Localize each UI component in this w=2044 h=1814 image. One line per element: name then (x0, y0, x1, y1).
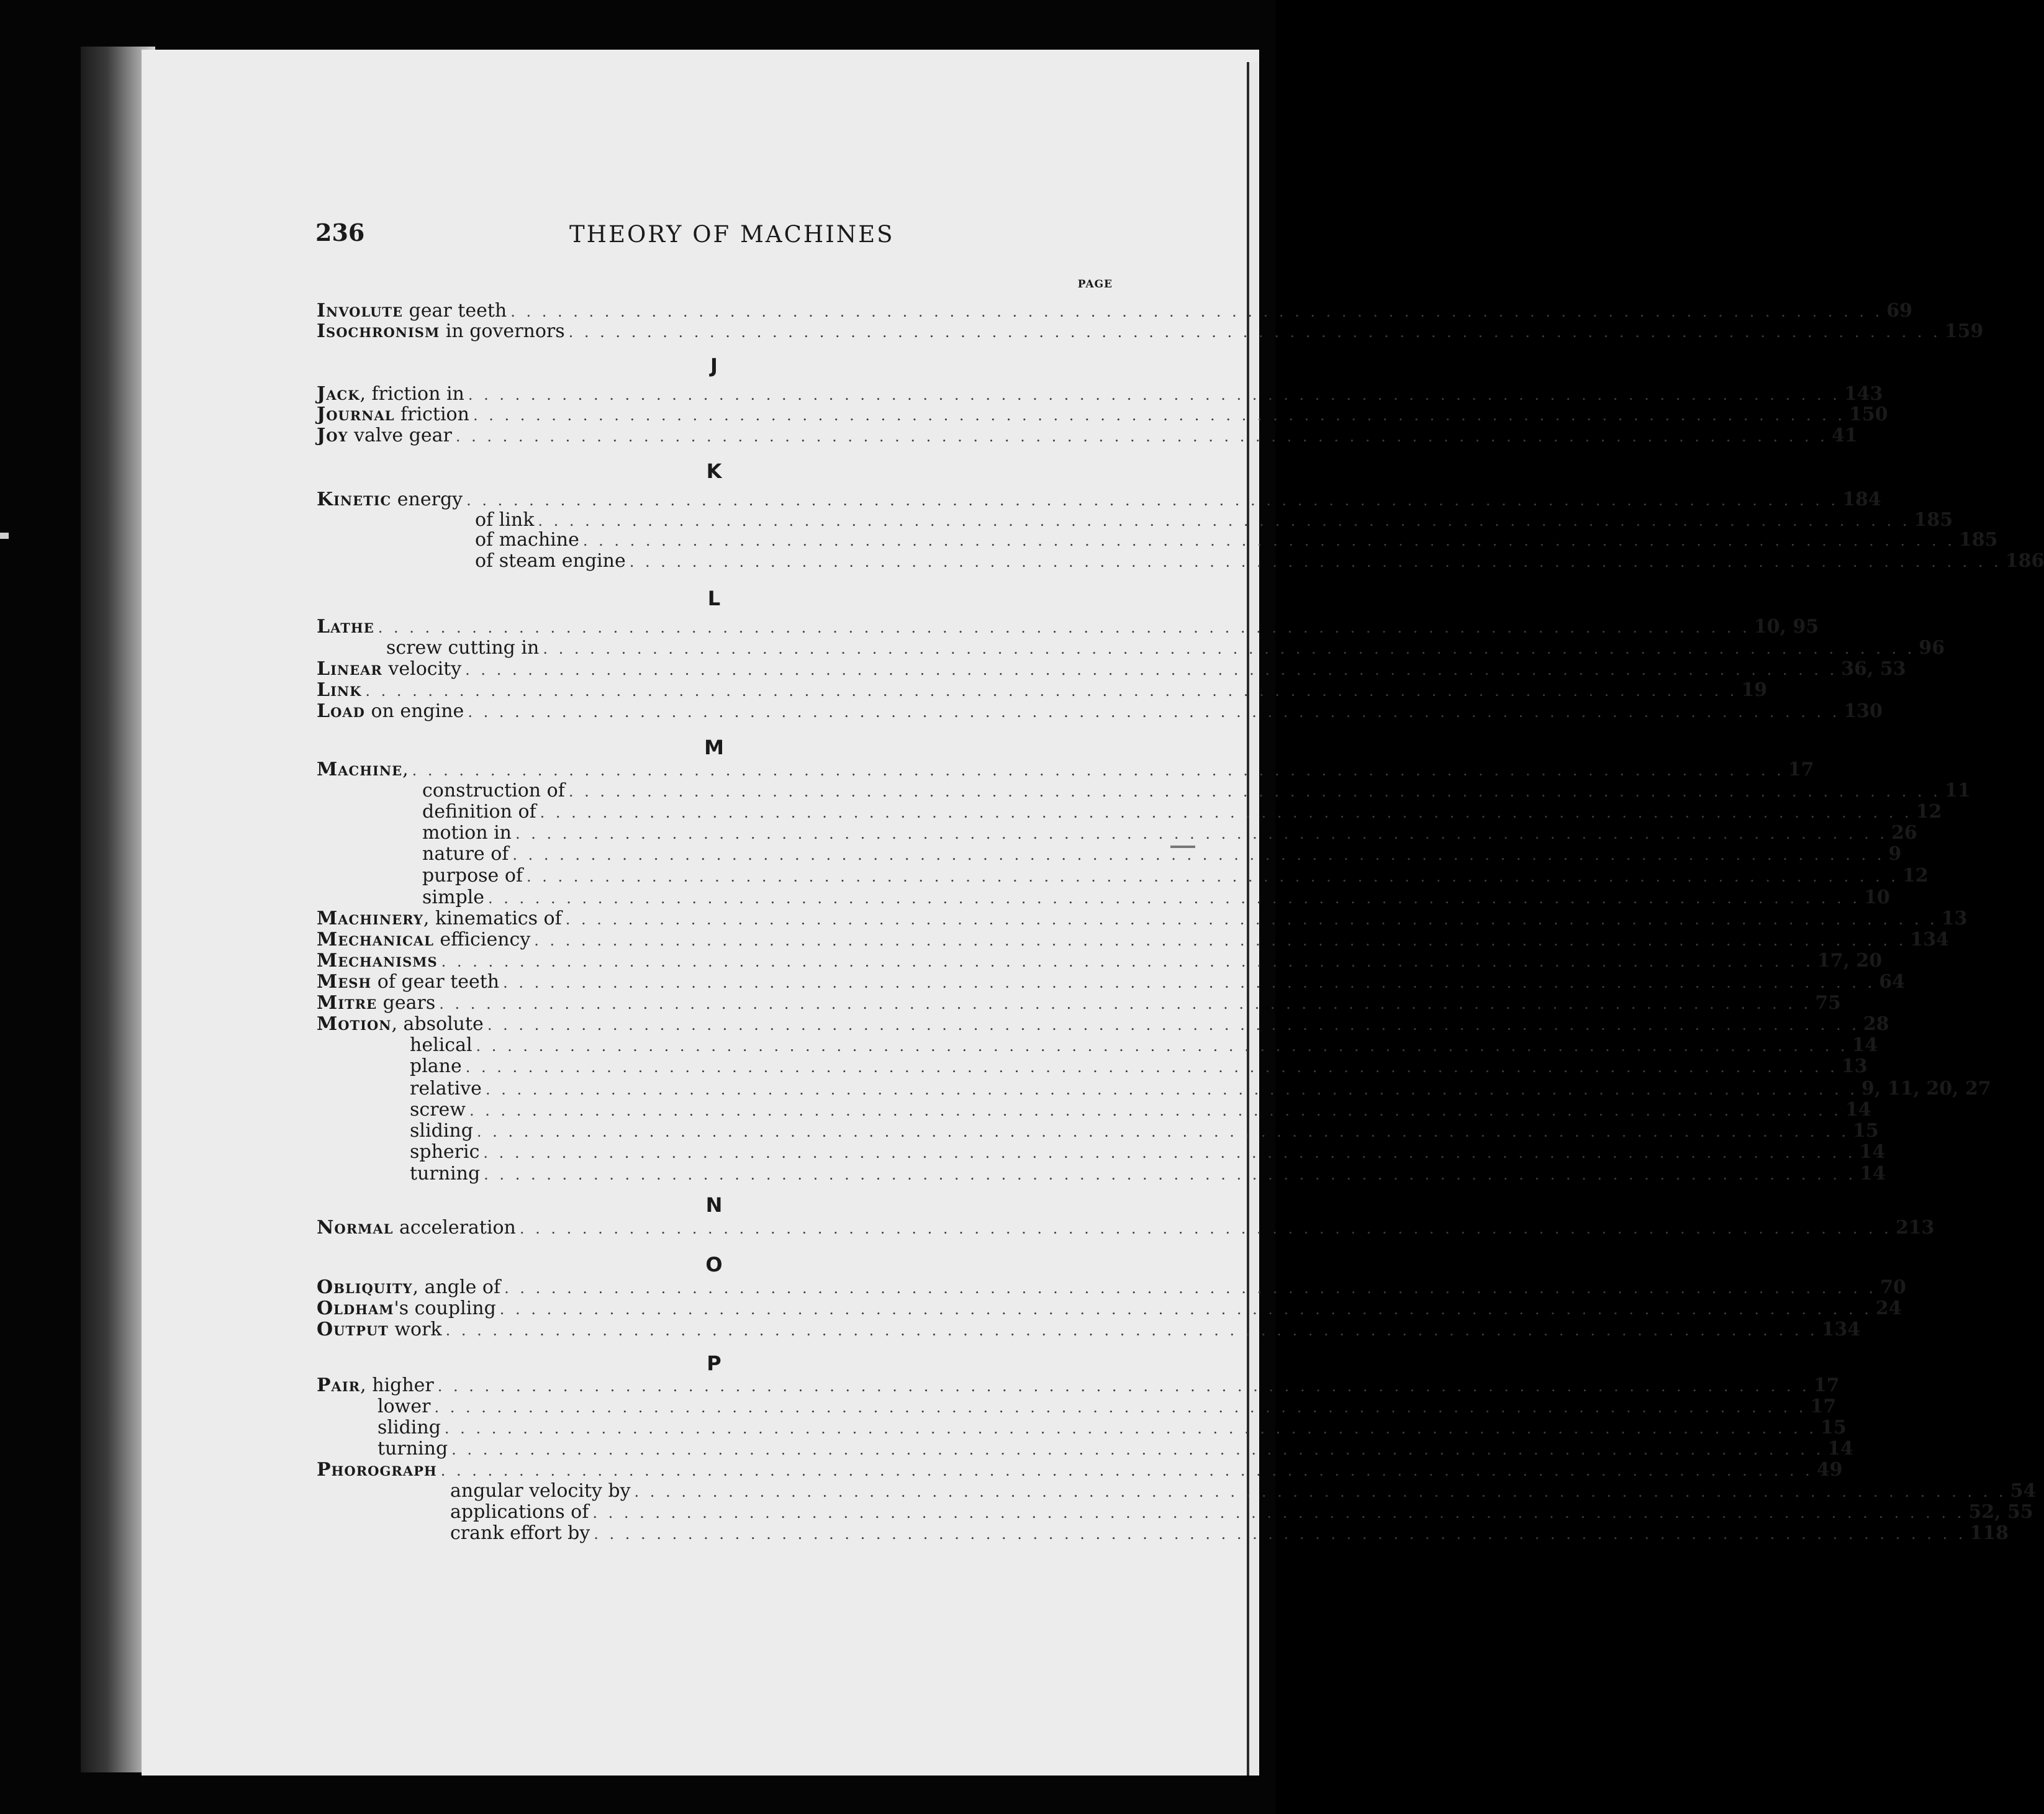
entry-text: lower (378, 1396, 431, 1417)
entry-lead-word: Output (317, 1319, 389, 1340)
entry-page-numbers: 10 (1864, 887, 1890, 908)
entry-page-numbers: 14 (1845, 1099, 1871, 1121)
running-head: THEORY OF MACHINES (569, 221, 895, 248)
entry-page-numbers: 130 (1843, 700, 1883, 722)
entry-term (386, 637, 539, 659)
dot-leader: . . . . . . . . . . . . . . . . . . . . . . . . . . . . . . . . . . . . . . . . . . . . . . . . . . . . . . . . . . . . . . . . . . . . . . . . . . . . . . . . . . . . . . . . (412, 762, 1784, 779)
entry-lead-word: Pair (317, 1374, 361, 1396)
entry-term (317, 489, 463, 510)
entry-page-numbers: 54 (2010, 1480, 2037, 1502)
index-entry (317, 971, 1905, 993)
dot-leader: . . . . . . . . . . . . . . . . . . . . . . . . . . . . . . . . . . . . . . . . . . . . . . . . . . . . . . . . . . . . . . . . . . . . . . . . . . . . . . . . . . . . . . . . (476, 1037, 1848, 1055)
index-entry (317, 1319, 1861, 1340)
entry-lead-word: Joy (317, 425, 348, 446)
index-letter-heading: L (707, 587, 721, 610)
entry-term (317, 950, 438, 972)
index-subentry (422, 780, 1971, 801)
dot-leader: . . . . . . . . . . . . . . . . . . . . . . . . . . . . . . . . . . . . . . . . . . . . . . . . . . . . . . . . . . . . . . . . . . . . . . . . . . . . . . . . . . . . . . . . (512, 846, 1885, 864)
index-letter-heading: K (706, 459, 722, 483)
entry-text: screw (410, 1099, 466, 1121)
entry-lead-word: Load (317, 700, 365, 722)
entry-page-numbers: 134 (1910, 929, 1949, 950)
entry-page-numbers: 14 (1852, 1034, 1878, 1056)
entry-text: spheric (410, 1141, 480, 1163)
entry-page-numbers: 185 (1958, 529, 1998, 551)
entry-text: relative (410, 1078, 482, 1099)
entry-page-numbers: 15 (1852, 1120, 1879, 1142)
entry-lead-word: Machine (317, 759, 403, 780)
entry-page-numbers: 14 (1859, 1141, 1886, 1163)
entry-term (317, 1319, 442, 1340)
index-entry (317, 992, 1842, 1014)
entry-text: motion in (422, 822, 512, 844)
index-entry (317, 1276, 1906, 1298)
entry-text: angular velocity by (450, 1480, 631, 1502)
dot-leader: . . . . . . . . . . . . . . . . . . . . . . . . . . . . . . . . . . . . . . . . . . . . . . . . . . . . . . . . . . . . . . . . . . . . . . . . . . . . . . . . . . . . . . . . (485, 1081, 1858, 1098)
entry-lead-word: Isochronism (317, 320, 440, 342)
index-entry (317, 950, 1883, 972)
entry-text: efficiency (433, 929, 531, 950)
entry-page-numbers: 36, 53 (1841, 658, 1906, 680)
index-letter-heading: M (704, 736, 724, 759)
entry-page-numbers: 12 (1915, 801, 1942, 823)
entry-lead-word: Kinetic (317, 489, 392, 510)
index-entry (317, 1297, 1902, 1319)
index-subentry (475, 529, 1998, 551)
dot-leader: . . . . . . . . . . . . . . . . . . . . . . . . . . . . . . . . . . . . . . . . . . . . . . . . . . . . . . . . . . . . . . . . . . . . . . . . . . . . . . . . . . . . . . . . (487, 1016, 1860, 1034)
entry-lead-word: Normal (317, 1217, 394, 1239)
entry-lead-word: Mesh (317, 971, 372, 993)
entry-text: , absolute (391, 1013, 484, 1035)
index-subentry (410, 1163, 1886, 1185)
entry-term (410, 1055, 462, 1077)
entry-page-numbers: 213 (1895, 1217, 1935, 1239)
entry-term (410, 1034, 473, 1056)
scan-margin-mark (0, 533, 9, 539)
entry-term (317, 971, 499, 993)
entry-text: , angle of (412, 1276, 501, 1298)
entry-text: valve gear (348, 425, 452, 446)
index-entry (317, 658, 1906, 680)
page-number: 236 (315, 219, 365, 246)
index-subentry (410, 1034, 1878, 1056)
index-subentry (422, 843, 1902, 865)
entry-page-numbers: 17 (1810, 1396, 1837, 1417)
index-subentry (422, 887, 1890, 908)
entry-page-numbers: 17 (1813, 1374, 1840, 1396)
index-entry (317, 300, 1913, 322)
entry-lead-word: Link (317, 679, 362, 701)
index-entry (317, 700, 1883, 722)
entry-page-numbers: 11 (1944, 780, 1971, 801)
entry-term (317, 383, 464, 405)
entry-page-numbers: 9, 11, 20, 27 (1861, 1078, 1991, 1099)
dot-leader: . . . . . . . . . . . . . . . . . . . . . . . . . . . . . . . . . . . . . . . . . . . . . . . . . . . . . . . . . . . . . . . . . . . . . . . . . . . . . . . . . . . . . . . . (503, 974, 1876, 991)
page-column-label: PAGE (1077, 278, 1113, 291)
entry-lead-word: Oldham (317, 1297, 394, 1319)
dot-leader: . . . . . . . . . . . . . . . . . . . . . . . . . . . . . . . . . . . . . . . . . . . . . . . . . . . . . . . . . . . . . . . . . . . . . . . . . . . . . . . . . . . . . . . . (466, 492, 1839, 509)
dot-leader: . . . . . . . . . . . . . . . . . . . . . . . . . . . . . . . . . . . . . . . . . . . . . . . . . . . . . . . . . . . . . . . . . . . . . . . . . . . . . . . . . . . . . . . . (441, 953, 1814, 970)
entry-term (317, 1013, 484, 1035)
entry-text: , (402, 759, 409, 780)
dot-leader: . . . . . . . . . . . . . . . . . . . . . . . . . . . . . . . . . . . . . . . . . . . . . . . . . . . . . . . . . . . . . . . . . . . . . . . . . . . . . . . . . . . . . . . . (455, 428, 1828, 445)
dot-leader: . . . . . . . . . . . . . . . . . . . . . . . . . . . . . . . . . . . . . . . . . . . . . . . . . . . . . . . . . . . . . . . . . . . . . . . . . . . . . . . . . . . . . . . . (451, 1441, 1824, 1458)
dot-leader: . . . . . . . . . . . . . . . . . . . . . . . . . . . . . . . . . . . . . . . . . . . . . . . . . . . . . . . . . . . . . . . . . . . . . . . . . . . . . . . . . . . . . . . . (629, 553, 2002, 571)
index-letter-heading: N (705, 1193, 723, 1217)
entry-text: of gear teeth (371, 971, 500, 993)
entry-page-numbers: 26 (1891, 822, 1917, 844)
index-entry (317, 1459, 1843, 1481)
entry-term (317, 1276, 500, 1298)
dot-leader: . . . . . . . . . . . . . . . . . . . . . . . . . . . . . . . . . . . . . . . . . . . . . . . . . . . . . . . . . . . . . . . . . . . . . . . . . . . . . . . . . . . . . . . . (440, 1462, 1813, 1479)
dot-leader: . . . . . . . . . . . . . . . . . . . . . . . . . . . . . . . . . . . . . . . . . . . . . . . . . . . . . . . . . . . . . . . . . . . . . . . . . . . . . . . . . . . . . . . . (484, 1166, 1856, 1183)
index-entry (317, 616, 1819, 638)
entry-text: of machine (475, 529, 579, 551)
dot-leader: . . . . . . . . . . . . . . . . . . . . . . . . . . . . . . . . . . . . . . . . . . . . . . . . . . . . . . . . . . . . . . . . . . . . . . . . . . . . . . . . . . . . . . . . (499, 1301, 1872, 1318)
index-entry (317, 320, 1984, 342)
dot-leader: . . . . . . . . . . . . . . . . . . . . . . . . . . . . . . . . . . . . . . . . . . . . . . . . . . . . . . . . . . . . . . . . . . . . . . . . . . . . . . . . . . . . . . . . (634, 1483, 2007, 1500)
entry-lead-word: Involute (317, 300, 404, 322)
entry-term (317, 929, 530, 950)
entry-page-numbers: 96 (1919, 637, 1945, 659)
dot-leader: . . . . . . . . . . . . . . . . . . . . . . . . . . . . . . . . . . . . . . . . . . . . . . . . . . . . . . . . . . . . . . . . . . . . . . . . . . . . . . . . . . . . . . . . (594, 1525, 1966, 1543)
index-subentry (450, 1480, 2037, 1502)
entry-page-numbers: 12 (1902, 865, 1929, 887)
index-entry (317, 1217, 1935, 1239)
index-subentry (422, 801, 1942, 823)
dot-leader: . . . . . . . . . . . . . . . . . . . . . . . . . . . . . . . . . . . . . . . . . . . . . . . . . . . . . . . . . . . . . . . . . . . . . . . . . . . . . . . . . . . . . . . . (473, 407, 1845, 424)
dot-leader: . . . . . . . . . . . . . . . . . . . . . . . . . . . . . . . . . . . . . . . . . . . . . . . . . . . . . . . . . . . . . . . . . . . . . . . . . . . . . . . . . . . . . . . . (445, 1322, 1818, 1339)
entry-text: plane (410, 1055, 462, 1077)
entry-text: of link (475, 509, 535, 531)
dot-leader: . . . . . . . . . . . . . . . . . . . . . . . . . . . . . . . . . . . . . . . . . . . . . . . . . . . . . . . . . . . . . . . . . . . . . . . . . . . . . . . . . . . . . . . . (476, 1123, 1849, 1140)
index-subentry (410, 1055, 1868, 1077)
entry-term (317, 1297, 496, 1319)
entry-term (450, 1522, 590, 1544)
dot-leader: . . . . . . . . . . . . . . . . . . . . . . . . . . . . . . . . . . . . . . . . . . . . . . . . . . . . . . . . . . . . . . . . . . . . . . . . . . . . . . . . . . . . . . . . (465, 661, 1838, 679)
dot-leader: . . . . . . . . . . . . . . . . . . . . . . . . . . . . . . . . . . . . . . . . . . . . . . . . . . . . . . . . . . . . . . . . . . . . . . . . . . . . . . . . . . . . . . . . (468, 386, 1840, 404)
dot-leader: . . . . . . . . . . . . . . . . . . . . . . . . . . . . . . . . . . . . . . . . . . . . . . . . . . . . . . . . . . . . . . . . . . . . . . . . . . . . . . . . . . . . . . . . (378, 619, 1750, 636)
entry-text: applications of (450, 1501, 589, 1523)
entry-term (422, 865, 523, 887)
entry-page-numbers: 69 (1886, 300, 1913, 322)
entry-lead-word: Mechanical (317, 929, 434, 950)
entry-page-numbers: 41 (1831, 425, 1858, 446)
entry-page-numbers: 10, 95 (1753, 616, 1819, 638)
index-entry (317, 679, 1768, 701)
dot-leader: . . . . . . . . . . . . . . . . . . . . . . . . . . . . . . . . . . . . . . . . . . . . . . . . . . . . . . . . . . . . . . . . . . . . . . . . . . . . . . . . . . . . . . . . (538, 512, 1911, 530)
dot-leader: . . . . . . . . . . . . . . . . . . . . . . . . . . . . . . . . . . . . . . . . . . . . . . . . . . . . . . . . . . . . . . . . . . . . . . . . . . . . . . . . . . . . . . . . (534, 932, 1907, 949)
index-entry (317, 759, 1814, 780)
index-entry (317, 489, 1881, 510)
dot-leader: . . . . . . . . . . . . . . . . . . . . . . . . . . . . . . . . . . . . . . . . . . . . . . . . . . . . . . . . . . . . . . . . . . . . . . . . . . . . . . . . . . . . . . . . (526, 868, 1899, 885)
entry-page-numbers: 64 (1879, 971, 1905, 993)
dot-leader: . . . . . . . . . . . . . . . . . . . . . . . . . . . . . . . . . . . . . . . . . . . . . . . . . . . . . . . . . . . . . . . . . . . . . . . . . . . . . . . . . . . . . . . . (444, 1420, 1817, 1437)
index-subentry (410, 1078, 1991, 1099)
entry-term (317, 1374, 434, 1396)
index-entry (317, 383, 1883, 405)
dot-leader: . . . . . . . . . . . . . . . . . . . . . . . . . . . . . . . . . . . . . . . . . . . . . . . . . . . . . . . . . . . . . . . . . . . . . . . . . . . . . . . . . . . . . . . . (483, 1144, 1856, 1162)
entry-term (378, 1438, 448, 1460)
entry-text: sliding (378, 1417, 441, 1438)
entry-page-numbers: 150 (1849, 404, 1888, 425)
entry-page-numbers: 9 (1888, 843, 1902, 865)
dot-leader: . . . . . . . . . . . . . . . . . . . . . . . . . . . . . . . . . . . . . . . . . . . . . . . . . . . . . . . . . . . . . . . . . . . . . . . . . . . . . . . . . . . . . . . . (519, 1220, 1892, 1237)
entry-term (317, 679, 361, 701)
entry-term (422, 843, 509, 865)
index-subentry (450, 1522, 2009, 1544)
dot-leader: . . . . . . . . . . . . . . . . . . . . . . . . . . . . . . . . . . . . . . . . . . . . . . . . . . . . . . . . . . . . . . . . . . . . . . . . . . . . . . . . . . . . . . . . (540, 804, 1912, 821)
index-letter-heading: P (707, 1351, 721, 1375)
entry-term (475, 550, 626, 572)
entry-page-numbers: 14 (1827, 1438, 1853, 1460)
entry-page-numbers: 17 (1788, 759, 1814, 780)
entry-text: sliding (410, 1120, 473, 1142)
entry-page-numbers: 13 (1941, 908, 1968, 929)
index-subentry (378, 1396, 1837, 1417)
entry-text: gears (377, 992, 436, 1014)
entry-term (450, 1501, 589, 1523)
entry-page-numbers: 134 (1821, 1319, 1861, 1340)
dot-leader: . . . . . . . . . . . . . . . . . . . . . . . . . . . . . . . . . . . . . . . . . . . . . . . . . . . . . . . . . . . . . . . . . . . . . . . . . . . . . . . . . . . . . . . . (488, 890, 1861, 907)
dot-leader: . . . . . . . . . . . . . . . . . . . . . . . . . . . . . . . . . . . . . . . . . . . . . . . . . . . . . . . . . . . . . . . . . . . . . . . . . . . . . . . . . . . . . . . . (510, 303, 1883, 320)
entry-term (378, 1417, 441, 1438)
entry-term (317, 300, 507, 322)
entry-term (317, 700, 464, 722)
index-entry (317, 1013, 1889, 1035)
entry-page-numbers: 52, 55 (1968, 1501, 2033, 1523)
entry-term (410, 1078, 482, 1099)
entry-text: on engine (364, 700, 464, 722)
entry-text: nature of (422, 843, 509, 865)
entry-term (422, 887, 484, 908)
entry-lead-word: Mitre (317, 992, 378, 1014)
entry-text: gear teeth (403, 300, 507, 322)
entry-text: , kinematics of (423, 908, 562, 929)
entry-lead-word: Machinery (317, 908, 423, 929)
entry-text: , friction in (360, 383, 464, 405)
entry-page-numbers: 184 (1842, 489, 1881, 510)
entry-text: 's coupling (394, 1297, 496, 1319)
dot-leader: . . . . . . . . . . . . . . . . . . . . . . . . . . . . . . . . . . . . . . . . . . . . . . . . . . . . . . . . . . . . . . . . . . . . . . . . . . . . . . . . . . . . . . . . (568, 323, 1941, 341)
entry-text: velocity (382, 658, 462, 680)
entry-lead-word: Motion (317, 1013, 392, 1035)
index-subentry (378, 1417, 1847, 1438)
entry-page-numbers: 75 (1815, 992, 1842, 1014)
entry-term (317, 908, 562, 929)
entry-text: crank effort by (450, 1522, 590, 1544)
entry-page-numbers: 70 (1880, 1276, 1906, 1298)
entry-text: simple (422, 887, 484, 908)
entry-term (317, 759, 409, 780)
dot-leader: . . . . . . . . . . . . . . . . . . . . . . . . . . . . . . . . . . . . . . . . . . . . . . . . . . . . . . . . . . . . . . . . . . . . . . . . . . . . . . . . . . . . . . . . (543, 640, 1915, 657)
entry-page-numbers: 15 (1820, 1417, 1847, 1438)
entry-term (378, 1396, 430, 1417)
index-entry (317, 908, 1968, 929)
entry-page-numbers: 159 (1944, 320, 1984, 342)
entry-page-numbers: 185 (1914, 509, 1953, 531)
entry-term (317, 992, 435, 1014)
dot-leader: . . . . . . . . . . . . . . . . . . . . . . . . . . . . . . . . . . . . . . . . . . . . . . . . . . . . . . . . . . . . . . . . . . . . . . . . . . . . . . . . . . . . . . . . (568, 783, 1941, 800)
entry-text: purpose of (422, 865, 523, 887)
entry-term (317, 1459, 437, 1481)
dot-leader: . . . . . . . . . . . . . . . . . . . . . . . . . . . . . . . . . . . . . . . . . . . . . . . . . . . . . . . . . . . . . . . . . . . . . . . . . . . . . . . . . . . . . . . . (515, 825, 1888, 842)
index-subentry (475, 509, 1953, 531)
index-entry (317, 929, 1949, 950)
entry-page-numbers: 17, 20 (1817, 950, 1883, 972)
index-subentry (410, 1141, 1886, 1163)
entry-text: construction of (422, 780, 565, 801)
entry-term (410, 1120, 473, 1142)
entry-term (422, 822, 512, 844)
dot-leader: . . . . . . . . . . . . . . . . . . . . . . . . . . . . . . . . . . . . . . . . . . . . . . . . . . . . . . . . . . . . . . . . . . . . . . . . . . . . . . . . . . . . . . . . (469, 1102, 1842, 1119)
entry-term (317, 320, 565, 342)
entry-text: energy (391, 489, 463, 510)
index-subentry (475, 550, 2044, 572)
entry-lead-word: Jack (317, 383, 360, 405)
entry-text: acceleration (393, 1217, 516, 1239)
entry-term (422, 780, 565, 801)
entry-lead-word: Mechanisms (317, 950, 438, 972)
dot-leader: . . . . . . . . . . . . . . . . . . . . . . . . . . . . . . . . . . . . . . . . . . . . . . . . . . . . . . . . . . . . . . . . . . . . . . . . . . . . . . . . . . . . . . . . (365, 682, 1738, 700)
dot-leader: . . . . . . . . . . . . . . . . . . . . . . . . . . . . . . . . . . . . . . . . . . . . . . . . . . . . . . . . . . . . . . . . . . . . . . . . . . . . . . . . . . . . . . . . (439, 995, 1812, 1013)
entry-text: in governors (440, 320, 565, 342)
entry-text: of steam engine (475, 550, 626, 572)
entry-page-numbers: 24 (1875, 1297, 1902, 1319)
index-entry (317, 1374, 1840, 1396)
entry-lead-word: Obliquity (317, 1276, 413, 1298)
entry-term (422, 801, 536, 823)
entry-page-numbers: 49 (1816, 1459, 1843, 1481)
index-subentry (450, 1501, 2033, 1523)
entry-page-numbers: 28 (1863, 1013, 1889, 1035)
dot-leader: . . . . . . . . . . . . . . . . . . . . . . . . . . . . . . . . . . . . . . . . . . . . . . . . . . . . . . . . . . . . . . . . . . . . . . . . . . . . . . . . . . . . . . . . (434, 1399, 1807, 1416)
entry-lead-word: Linear (317, 658, 382, 680)
entry-text: friction (394, 404, 469, 425)
index-subentry (422, 822, 1917, 844)
entry-text: helical (410, 1034, 473, 1056)
entry-text: work (388, 1319, 442, 1340)
entry-lead-word: Journal (317, 404, 395, 425)
dot-leader: . . . . . . . . . . . . . . . . . . . . . . . . . . . . . . . . . . . . . . . . . . . . . . . . . . . . . . . . . . . . . . . . . . . . . . . . . . . . . . . . . . . . . . . . (582, 532, 1955, 549)
entry-term (317, 616, 374, 638)
index-subentry (422, 865, 1929, 887)
index-subentry (378, 1438, 1853, 1460)
entry-term (410, 1163, 480, 1185)
index-subentry (386, 637, 1945, 659)
entry-term (475, 509, 534, 531)
index-letter-heading: O (705, 1253, 723, 1276)
entry-text: , higher (360, 1374, 434, 1396)
dot-leader: . . . . . . . . . . . . . . . . . . . . . . . . . . . . . . . . . . . . . . . . . . . . . . . . . . . . . . . . . . . . . . . . . . . . . . . . . . . . . . . . . . . . . . . . (465, 1058, 1838, 1076)
entry-term (450, 1480, 631, 1502)
entry-term (317, 1217, 516, 1239)
entry-page-numbers: 143 (1843, 383, 1883, 405)
index-subentry (410, 1099, 1871, 1121)
entry-term (317, 404, 469, 425)
entry-text: definition of (422, 801, 536, 823)
entry-page-numbers: 19 (1741, 679, 1768, 701)
entry-page-numbers: 14 (1860, 1163, 1886, 1185)
entry-page-numbers: 13 (1841, 1055, 1868, 1077)
entry-term (317, 425, 452, 446)
index-entry (317, 404, 1888, 425)
index-entry (317, 425, 1858, 446)
dot-leader: . . . . . . . . . . . . . . . . . . . . . . . . . . . . . . . . . . . . . . . . . . . . . . . . . . . . . . . . . . . . . . . . . . . . . . . . . . . . . . . . . . . . . . . . (592, 1504, 1965, 1522)
entry-page-numbers: 186 (2005, 550, 2044, 572)
entry-term (475, 529, 579, 551)
dot-leader: . . . . . . . . . . . . . . . . . . . . . . . . . . . . . . . . . . . . . . . . . . . . . . . . . . . . . . . . . . . . . . . . . . . . . . . . . . . . . . . . . . . . . . . . (468, 703, 1840, 721)
index-subentry (410, 1120, 1879, 1142)
entry-term (410, 1099, 466, 1121)
dot-leader: . . . . . . . . . . . . . . . . . . . . . . . . . . . . . . . . . . . . . . . . . . . . . . . . . . . . . . . . . . . . . . . . . . . . . . . . . . . . . . . . . . . . . . . . (504, 1279, 1877, 1297)
entry-term (317, 658, 461, 680)
entry-term (410, 1141, 479, 1163)
entry-page-numbers: 118 (1969, 1522, 2009, 1544)
entry-text: screw cutting in (386, 637, 540, 659)
entry-text: turning (410, 1163, 481, 1185)
entry-text: turning (378, 1438, 448, 1460)
entry-lead-word: Lathe (317, 616, 374, 638)
entry-lead-word: Phorograph (317, 1459, 437, 1481)
index-letter-heading: J (710, 354, 718, 377)
dot-leader: . . . . . . . . . . . . . . . . . . . . . . . . . . . . . . . . . . . . . . . . . . . . . . . . . . . . . . . . . . . . . . . . . . . . . . . . . . . . . . . . . . . . . . . . (565, 911, 1938, 928)
dot-leader: . . . . . . . . . . . . . . . . . . . . . . . . . . . . . . . . . . . . . . . . . . . . . . . . . . . . . . . . . . . . . . . . . . . . . . . . . . . . . . . . . . . . . . . . (437, 1378, 1810, 1395)
